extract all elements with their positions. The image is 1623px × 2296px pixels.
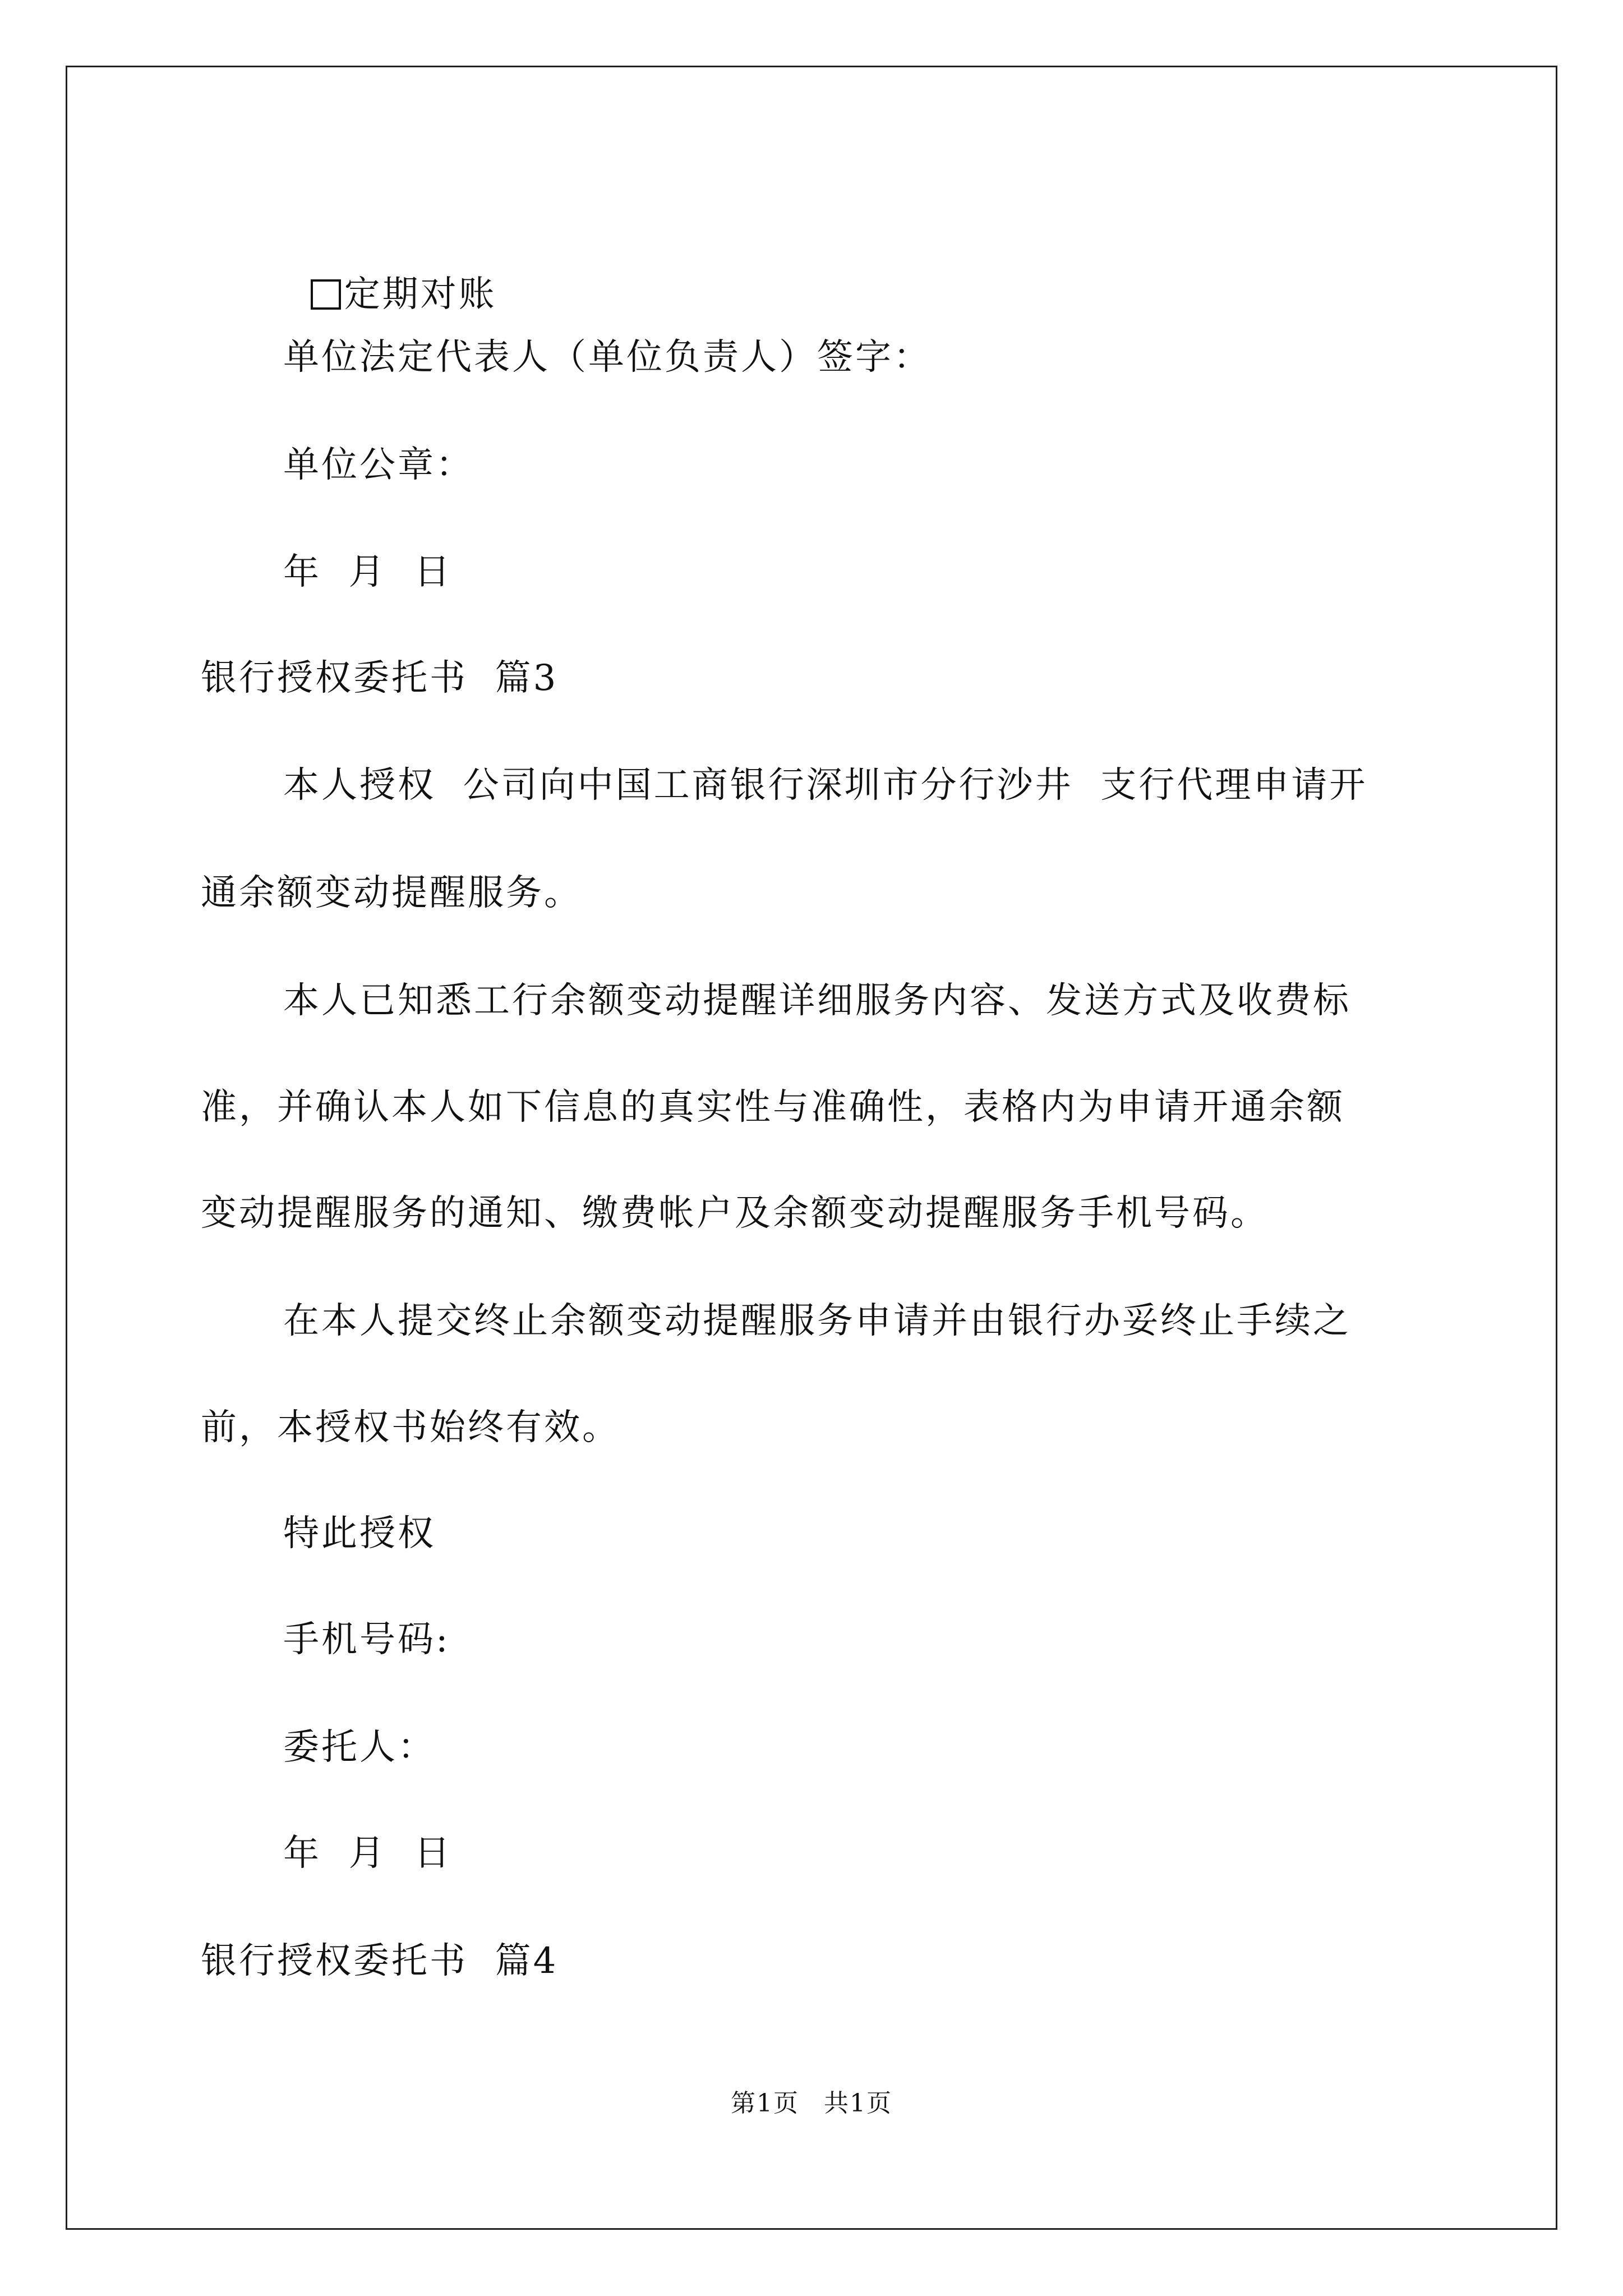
signature-label: 单位法定代表人（单位负责人）签字： xyxy=(283,337,932,378)
checkbox-icon[interactable] xyxy=(311,279,341,310)
page-footer xyxy=(0,2088,1623,2119)
section-heading-3: 银行授权委托书 篇3 xyxy=(201,657,559,699)
paragraph-line: 本人已知悉工行余额变动提醒详细服务内容、发送方式及收费标 xyxy=(283,980,1351,1022)
paragraph-line: 在本人提交终止余额变动提醒服务申请并由银行办妥终止手续之 xyxy=(283,1300,1351,1342)
checkbox-line xyxy=(283,227,497,317)
paragraph-line: 通余额变动提醒服务。 xyxy=(201,872,582,914)
paragraph-line: 前，本授权书始终有效。 xyxy=(201,1407,620,1448)
section-heading-4: 银行授权委托书 篇4 xyxy=(201,1940,559,1982)
page-border xyxy=(66,66,1557,2230)
seal-label: 单位公章： xyxy=(283,444,474,486)
checkbox-label: 定期对账 xyxy=(344,274,497,315)
paragraph-line: 本人授权 公司向中国工商银行深圳市分行沙井 支行代理申请开 xyxy=(283,765,1368,806)
page-number-current: 第1页 xyxy=(731,2089,799,2118)
paragraph-line: 变动提醒服务的通知、缴费帐户及余额变动提醒服务手机号码。 xyxy=(201,1193,1269,1234)
phone-label: 手机号码: xyxy=(283,1619,450,1660)
paragraph-line: 准，并确认本人如下信息的真实性与准确性，表格内为申请开通余额 xyxy=(201,1087,1345,1128)
page-number-total: 共1页 xyxy=(824,2089,892,2118)
authorization-text: 特此授权 xyxy=(283,1513,436,1554)
date-label: 年 月 日 xyxy=(283,1833,453,1874)
principal-label: 委托人： xyxy=(283,1727,436,1768)
date-label: 年 月 日 xyxy=(283,551,453,593)
